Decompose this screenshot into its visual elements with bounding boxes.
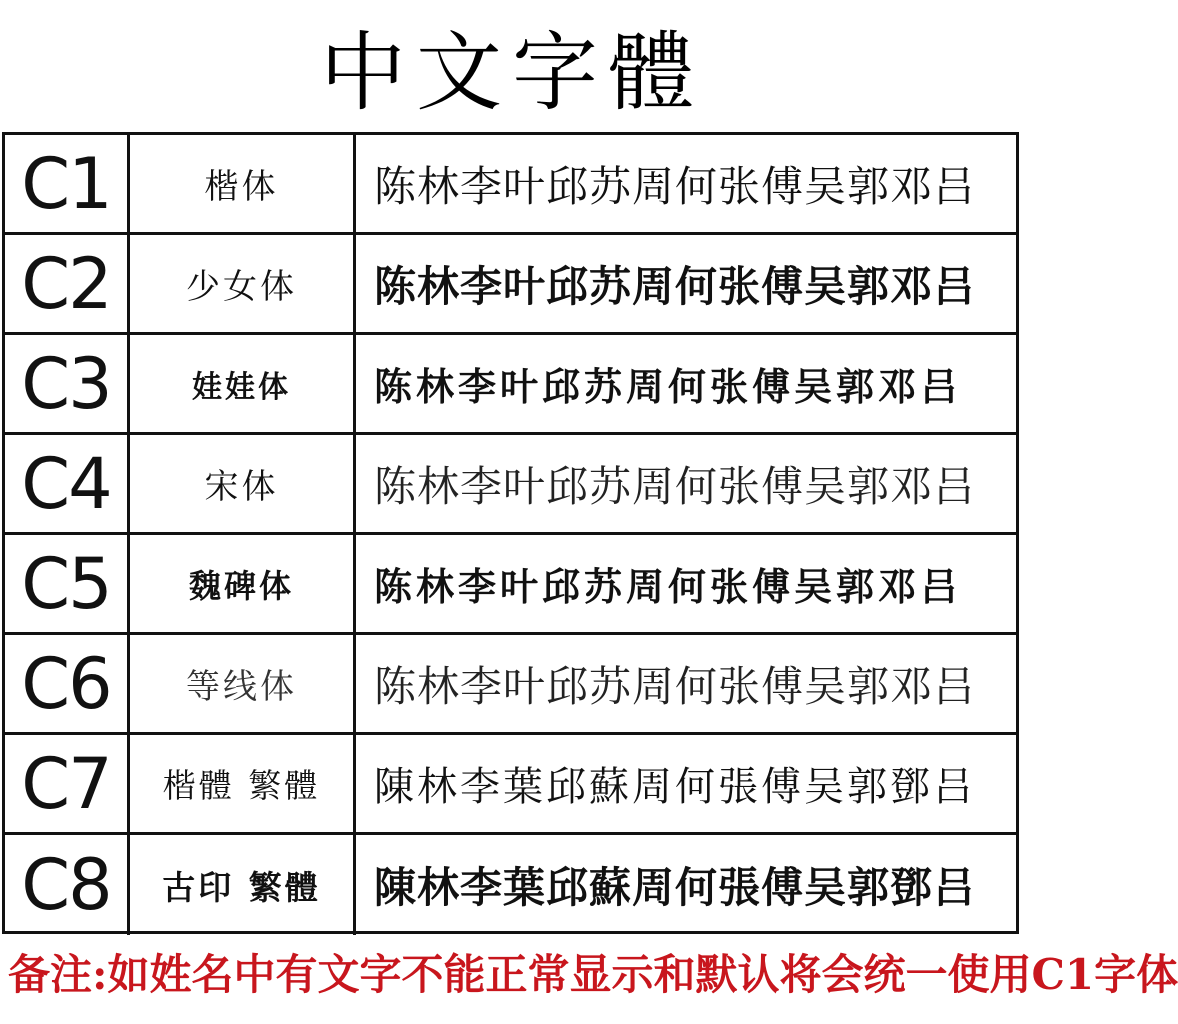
- font-code: C1: [5, 135, 130, 232]
- table-row: [5, 235, 1016, 335]
- font-code: C7: [5, 735, 130, 832]
- font-sample: 陈林李叶邱苏周何张傅吴郭邓吕: [374, 461, 977, 511]
- font-name: 古印 繁體: [130, 835, 356, 935]
- font-name: 魏碑体: [130, 535, 356, 632]
- font-code: C6: [5, 635, 130, 732]
- table-row: [5, 735, 1016, 835]
- font-name: 楷體 繁體: [130, 735, 356, 832]
- font-sample: 陈林李叶邱苏周何张傅吴郭邓吕: [374, 564, 963, 609]
- table-row: [5, 535, 1016, 635]
- font-sample: 陈林李叶邱苏周何张傅吴郭邓吕: [374, 261, 977, 311]
- font-name: 楷体: [130, 135, 356, 232]
- font-name: 宋体: [130, 435, 356, 532]
- table-row: [5, 335, 1016, 435]
- footer-note: 备注:如姓名中有文字不能正常显示和默认将会统一使用C1字体: [8, 950, 1178, 999]
- font-sample: 陈林李叶邱苏周何张傅吴郭邓吕: [374, 365, 963, 409]
- font-name: 娃娃体: [130, 335, 356, 432]
- font-sample: 陳林李葉邱蘇周何張傅吴郭鄧吕: [374, 863, 977, 912]
- font-sample: 陈林李叶邱苏周何张傅吴郭邓吕: [374, 161, 977, 211]
- font-name: 少女体: [130, 235, 356, 332]
- font-sample: 陈林李叶邱苏周何张傅吴郭邓吕: [374, 661, 977, 711]
- table-row: [5, 635, 1016, 735]
- table-row: [5, 435, 1016, 535]
- font-code: C4: [5, 435, 130, 532]
- font-name: 等线体: [130, 635, 356, 732]
- table-row: [5, 835, 1016, 935]
- font-code: C2: [5, 235, 130, 332]
- page-title: 中文字體: [320, 23, 704, 123]
- font-code: C8: [5, 835, 130, 935]
- table-row: [5, 135, 1016, 235]
- font-sample: 陳林李葉邱蘇周何張傅吴郭鄧吕: [374, 764, 976, 810]
- font-table: [2, 132, 1019, 934]
- font-code: C3: [5, 335, 130, 432]
- font-code: C5: [5, 535, 130, 632]
